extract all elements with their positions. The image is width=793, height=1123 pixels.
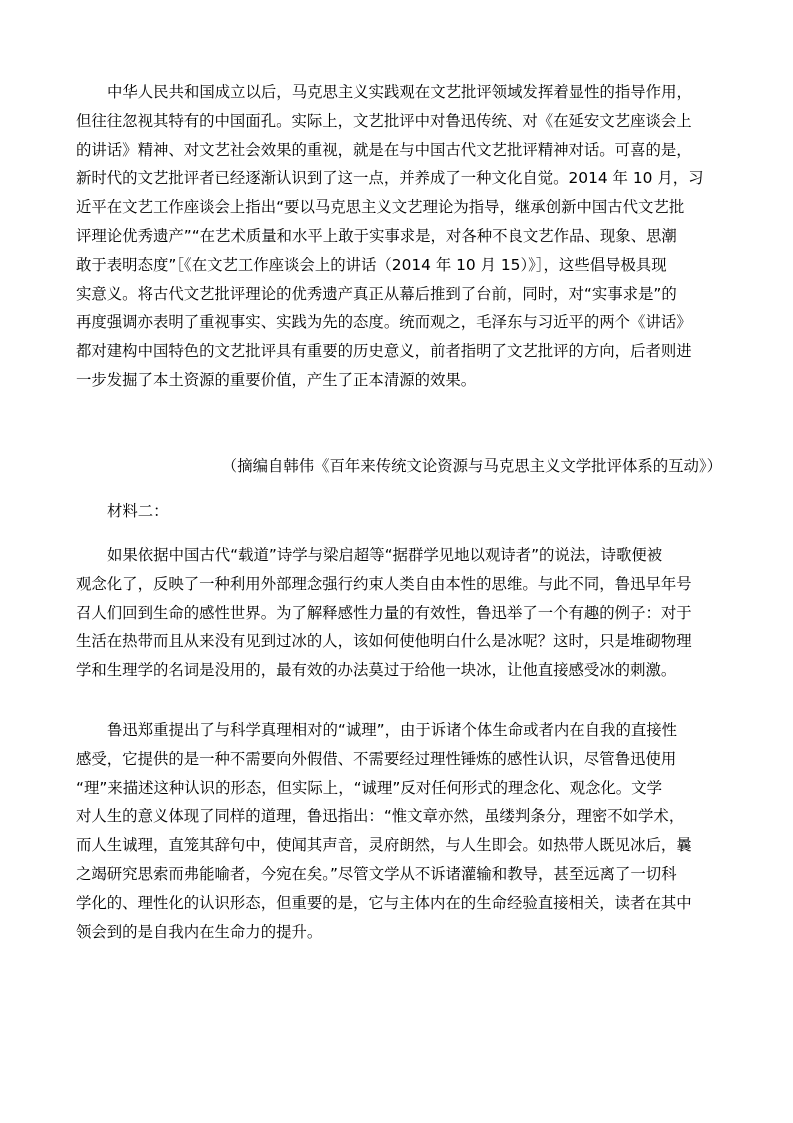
paragraph-line: 的讲话》精神、对文艺社会效果的重视，就是在与中国古代文艺批评精神对话。可喜的是， xyxy=(76,140,692,159)
paragraph-line: 再度强调亦表明了重视事实、实践为先的态度。统而观之，毛泽东与习近平的两个《讲话》 xyxy=(76,313,692,332)
paragraph-line: 实意义。将古代文艺批评理论的优秀遗产真正从幕后推到了台前，同时，对“实事求是”的 xyxy=(76,284,677,303)
paragraph-2 xyxy=(76,541,721,685)
paragraph-line: 对人生的意义体现了同样的道理，鲁迅指出：“惟文章亦然，虽缕判条分，理密不如学术， xyxy=(76,807,685,826)
paragraph-line: 学和生理学的名词是没用的，最有效的办法莫过于给他一块冰，让他直接感受冰的刺激。 xyxy=(76,661,677,680)
paragraph-line: 如果依据中国古代“载道”诗学与梁启超等“据群学见地以观诗者”的说法，诗歌便被 xyxy=(107,546,663,564)
paragraph-line: 都对建构中国特色的文艺批评具有重要的历史意义，前者指明了文艺批评的方向，后者则进 xyxy=(76,342,692,361)
paragraph-1 xyxy=(76,78,721,395)
paragraph-line: 但往往忽视其特有的中国面孔。实际上，文艺批评中对鲁迅传统、对《在延安文艺座谈会上 xyxy=(76,111,692,130)
paragraph-line: 生活在热带而且从来没有见到过冰的人，该如何使他明白什么是冰呢？这时，只是堆砌物理 xyxy=(76,632,692,651)
paragraph-line: 鲁迅郑重提出了与科学真理相对的“诚理”，由于诉诸个体生命或者内在自我的直接性 xyxy=(107,721,678,739)
paragraph-line: 新时代的文艺批评者已经逐渐认识到了这一点，并养成了一种文化自觉。2014 年 10 月，习 xyxy=(76,169,704,188)
paragraph-line: 学化的、理性化的认识形态，但重要的是，它与主体内在的生命经验直接相关，读者在其中 xyxy=(76,893,692,912)
paragraph-line: 敢于表明态度”［《在文艺工作座谈会上的讲话（2014 年 10 月 15）》］，这些倡导极具现 xyxy=(76,255,667,274)
paragraph-line: 观念化了，反映了一种利用外部理念强行约束人类自由本性的思维。与此不同，鲁迅早年号 xyxy=(76,574,692,593)
source-citation: （摘编自韩伟《百年来传统文论资源与马克思主义文学批评体系的互动》） xyxy=(221,457,722,475)
paragraph-line: 召人们回到生命的感性世界。为了解释感性力量的有效性，鲁迅举了一个有趣的例子：对于 xyxy=(76,603,692,622)
paragraph-line: 之竭研究思索而弗能喻者，今宛在矣。”尽管文学从不诉诸灌输和教导，甚至远离了一切科 xyxy=(76,864,677,883)
paragraph-line: 而人生诚理，直笼其辞句中，使闻其声音，灵府朗然，与人生即会。如热带人既见冰后，曩 xyxy=(76,836,692,855)
paragraph-line: 中华人民共和国成立以后，马克思主义实践观在文艺批评领域发挥着显性的指导作用， xyxy=(107,83,692,101)
paragraph-line: 一步发掘了本土资源的重要价值，产生了正本清源的效果。 xyxy=(76,370,477,389)
paragraph-line: 感受，它提供的是一种不需要向外假借、不需要经过理性锤炼的感性认识，尽管鲁迅使用 xyxy=(76,749,677,768)
paragraph-line: 近平在文艺工作座谈会上指出“要以马克思主义文艺理论为指导，继承创新中国古代文艺批 xyxy=(76,198,685,217)
paragraph-3 xyxy=(76,716,721,946)
section-heading: 材料二： xyxy=(107,502,169,520)
paragraph-line: “理”来描述这种认识的形态，但实际上，“诚理”反对任何形式的理念化、观念化。文学 xyxy=(76,778,662,797)
paragraph-line: 评理论优秀遗产”“在艺术质量和水平上敢于实事求是，对各种不良文艺作品、现象、思潮 xyxy=(76,226,677,245)
paragraph-line: 领会到的是自我内在生命力的提升。 xyxy=(76,922,323,941)
